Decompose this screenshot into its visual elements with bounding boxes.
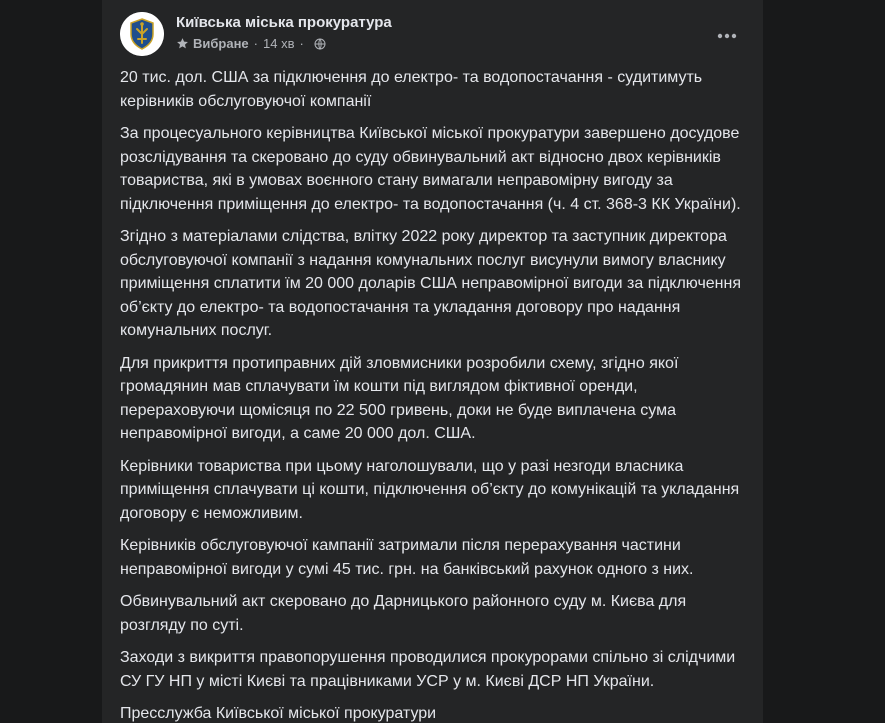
post-paragraph: За процесуального керівництва Київської міської прокуратури завершено досудове розслідування та скеровано до суду обвинувальний акт відносно двох керівників товариства, які в умовах воєнного стану вимагали неправомірну вигоду за підключення приміщення до електро- та водопостачання (ч. 4 ст. 368-3 КК України). <box>120 125 741 213</box>
post-options-button[interactable] <box>709 18 745 54</box>
meta-separator: · <box>299 36 304 51</box>
more-dots-icon <box>717 33 737 39</box>
audience-label[interactable]: Вибране <box>193 36 249 51</box>
post-paragraph: Керівників обслуговуючої кампанії затримали після перерахування частини неправомірної вигоди у сумі 45 тис. грн. на банківський рахунок одного з них. <box>120 537 694 578</box>
post-meta <box>176 36 326 51</box>
page-name-link[interactable]: Київська міська прокуратура <box>176 14 392 31</box>
prosecutor-emblem-logo <box>120 12 164 56</box>
globe-icon[interactable] <box>314 38 326 50</box>
post-paragraph: Обвинувальний акт скеровано до Дарницького районного суду м. Києва для розгляду по суті. <box>120 593 687 634</box>
post-paragraph: Заходи з викриття правопорушення проводилися прокурорами спільно зі слідчими СУ ГУ НП у місті Києві та працівниками УСР у м. Києві ДСР НП України. <box>120 649 736 690</box>
post-paragraph: Керівники товариства при цьому наголошували, що у разі незгоди власника приміщення сплачувати ці кошти, підключення об’єкту до комунікацій та укладання договору є неможливим. <box>120 457 740 522</box>
star-icon <box>176 37 189 50</box>
post-timestamp[interactable]: 14 хв <box>263 36 295 51</box>
post-text <box>120 66 750 723</box>
page-avatar[interactable] <box>120 12 164 56</box>
post-headline: 20 тис. дол. США за підключення до електро- та водопостачання - судитимуть керівників обслуговуючої компанії <box>120 69 703 110</box>
post-card <box>102 0 763 723</box>
post-header <box>120 12 745 60</box>
post-paragraph: Згідно з матеріалами слідства, влітку 2022 року директор та заступник директора обслуговуючої компанії з надання комунальних послуг висунули вимогу власнику приміщення сплатити їм 20 000 доларів США неправомірної вигоди за підключення об’єкту до електро- та водопостачання та укладання договору про надання комунальних послуг. <box>120 228 742 339</box>
post-signature: Пресслужба Київської міської прокуратури <box>120 705 437 722</box>
post-paragraph: Для прикриття протиправних дій зловмисники розробили схему, згідно якої громадянин мав сплачувати їм кошти під виглядом фіктивної оренди, перераховуючи щомісяця по 22 500 гривень, доки не буде виплачена сума неправомірної вигоди, а саме 20 000 дол. США. <box>120 354 679 442</box>
meta-separator: · <box>253 36 259 51</box>
